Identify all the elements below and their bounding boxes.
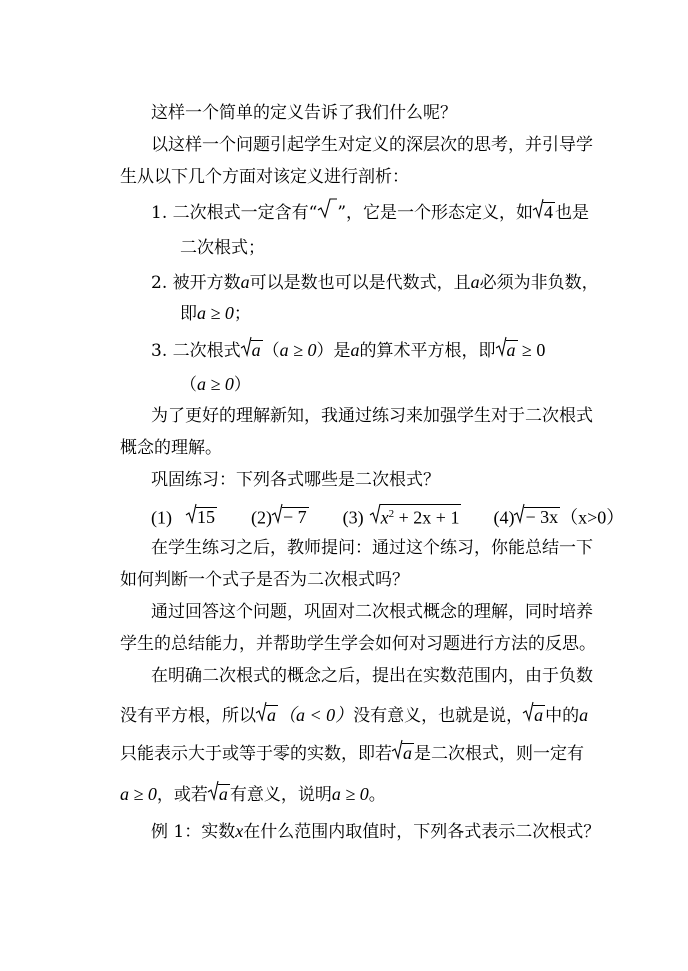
list-item-1-text: ”，它是一个形态定义，如	[337, 203, 534, 223]
paragraph-exercise-title: 巩固练习：下列各式哪些是二次根式？	[151, 470, 440, 490]
example-1-prefix: 例 1：实数	[151, 822, 236, 842]
inequality-a-ge-0: a ≥ 0	[279, 340, 317, 360]
paragraph-definition-line3	[120, 741, 584, 766]
paragraph-definition-line4	[120, 782, 386, 807]
text-meaningless: 没有意义，也就是说，	[353, 706, 524, 726]
variable-x: x	[235, 821, 244, 841]
list-item-2-line1	[151, 270, 599, 295]
paragraph-summary-line2: 学生的总结能力，并帮助学生学会如何对习题进行方法的反思。	[120, 634, 596, 654]
list-item-2-end: 必须为非负数，	[479, 273, 599, 293]
exercise-2-label: (2)	[251, 507, 272, 528]
text-or-if: ，或若	[156, 785, 208, 805]
exercise-4-condition: （x>0）	[560, 507, 625, 528]
exercise-3-expr	[380, 504, 462, 527]
list-item-1-prefix: 1. 二次根式一定含有“	[151, 203, 318, 223]
exercise-2-expr: − 7	[283, 507, 307, 528]
sqrt-a: a	[218, 784, 228, 804]
paragraph-practice-line1: 为了更好的理解新知，我通过练习来加强学生对于二次根式	[151, 406, 593, 426]
inequality-ge-0: ≥ 0	[517, 340, 546, 360]
text-in: 中的	[545, 706, 580, 726]
radical-sign-icon	[496, 338, 506, 356]
list-item-3-prefix: 3. 二次根式	[151, 341, 241, 361]
radical-sign-icon	[186, 505, 196, 523]
semicolon: ；	[233, 304, 251, 324]
exercise-1-expr: 15	[197, 507, 215, 528]
open-paren: （	[180, 375, 197, 395]
exercise-3-x: x	[380, 507, 389, 528]
close-paren: ）	[233, 375, 251, 395]
sqrt-a: a	[506, 340, 516, 360]
variable-a: a	[579, 705, 589, 725]
radical-sign-icon	[272, 505, 282, 523]
exercise-3-rest: + 2x + 1	[394, 507, 460, 528]
list-item-2-text: 可以是数也可以是代数式，且	[249, 273, 471, 293]
radical-sign-icon	[533, 200, 543, 218]
period: 。	[368, 785, 386, 805]
text-is: ）是	[316, 341, 351, 361]
variable-a: a	[240, 272, 250, 292]
list-item-1-line2: 二次根式；	[180, 238, 265, 258]
sqrt-a: a	[267, 705, 276, 725]
sqrt-a: a	[403, 743, 412, 763]
exercise-3-exponent: 2	[388, 508, 395, 520]
sqrt-a: a	[251, 340, 261, 360]
inequality-a-ge-0: a ≥ 0	[331, 784, 369, 804]
list-item-1-line1	[151, 200, 589, 225]
radical-sign-icon	[241, 338, 251, 356]
open-paren: （	[262, 341, 280, 361]
inequality-a-ge-0: a ≥ 0	[197, 374, 234, 394]
paragraph-example-1	[151, 819, 600, 844]
list-item-2-prefix2: 即	[180, 304, 197, 324]
paragraph-summary-line1: 通过回答这个问题，巩固对二次根式概念的理解，同时培养	[151, 602, 593, 622]
text-meaningful: 有意义，说明	[229, 785, 332, 805]
exercise-list	[151, 504, 624, 530]
radical-sign-icon	[317, 200, 337, 218]
paragraph-intro-line1: 以这样一个问题引起学生对定义的深层次的思考，并引导学	[151, 135, 593, 155]
radical-sign-icon	[514, 505, 524, 523]
list-item-1-end: 也是	[555, 203, 590, 223]
inequality-a-ge-0: a ≥ 0	[197, 303, 234, 323]
text-no-root: 没有平方根，所以	[120, 706, 256, 726]
text-nonneg: 只能表示大于或等于零的实数，即若	[120, 744, 392, 764]
inequality-a-ge-0: a ≥ 0	[120, 784, 157, 804]
paragraph-question2-line2: 如何判断一个式子是否为二次根式吗？	[120, 570, 409, 590]
paragraph-definition-line1: 在明确二次根式的概念之后，提出在实数范围内，由于负数	[151, 666, 593, 686]
exercise-3-label: (3)	[342, 507, 364, 528]
text-arith-root: 的算术平方根，即	[359, 341, 496, 361]
list-item-2-prefix: 2. 被开方数	[151, 273, 241, 293]
variable-a: a	[350, 340, 360, 360]
list-item-2-line2	[180, 301, 251, 326]
paragraph-practice-line2: 概念的理解。	[120, 438, 222, 458]
paragraph-question2-line1: 在学生练习之后，教师提问：通过这个练习，你能总结一下	[151, 538, 593, 558]
variable-a: a	[470, 272, 480, 292]
list-item-3-line1	[151, 338, 545, 363]
paragraph-intro-line2: 生从以下几个方面对该定义进行剖析：	[120, 167, 409, 187]
condition-a-lt-0: （a < 0）	[278, 705, 354, 725]
radical-sign-icon	[256, 703, 266, 721]
radical-sign-icon	[523, 703, 533, 721]
paragraph-definition-line2	[120, 703, 588, 728]
exercise-1-label: (1)	[151, 507, 172, 528]
sqrt-a: a	[534, 705, 544, 725]
list-item-3-line2	[180, 372, 251, 397]
radical-sign-icon	[370, 505, 380, 523]
paragraph-question: 这样一个简单的定义告诉了我们什么呢？	[151, 103, 457, 123]
radical-sign-icon	[392, 741, 402, 759]
radical-sign-icon	[208, 782, 218, 800]
text-is-root: 是二次根式，则一定有	[414, 744, 584, 764]
example-sqrt-4: 4	[544, 202, 554, 222]
exercise-4-label: (4)	[493, 507, 515, 528]
exercise-4-expr: − 3x	[525, 507, 559, 528]
example-1-text: 在什么范围内取值时，下列各式表示二次根式？	[243, 822, 601, 842]
